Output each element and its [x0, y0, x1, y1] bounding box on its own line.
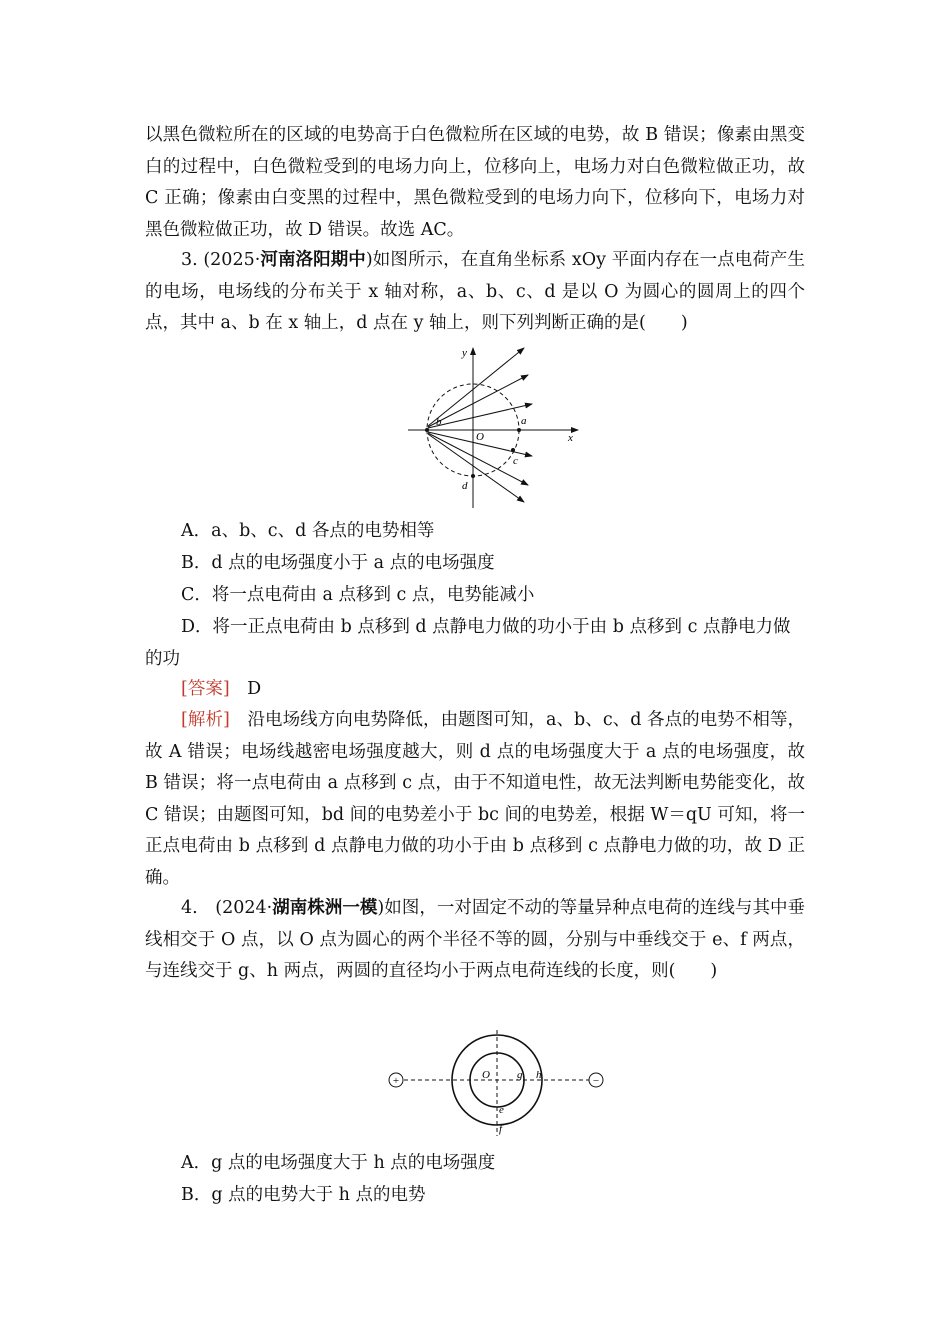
point-a: [517, 428, 521, 432]
label-f: f: [499, 1123, 503, 1135]
label-h: h: [536, 1069, 542, 1081]
x-axis-label: x: [568, 432, 573, 444]
question-4-option-b: B．g 点的电势大于 h 点的电势: [181, 1185, 426, 1205]
question-3-text: )如图所示，在直角坐标系 xOy 平面内存在一点电荷产生的电场，电场线的分布关于 x 轴对称，a、b、c、d 是以 O 为圆心的圆周上的四个点，其中 a、b 在 x 轴上，d 点在 y 轴上，则下列判断正确的是( ): [145, 250, 806, 333]
point-b: [425, 428, 429, 432]
question-3-stem: [145, 245, 805, 340]
question-3-answer: [181, 674, 805, 706]
question-4-number: 4. (2024·: [181, 898, 273, 918]
question-3-option-d: D．将一正点电荷由 b 点移到 d 点静电力做的功小于由 b 点移到 c 点静电力做的功: [145, 617, 791, 669]
answer-tag: [答案]: [181, 679, 230, 699]
question-3-option-a: A．a、b、c、d 各点的电势相等: [181, 521, 435, 541]
question-4-stem: [145, 893, 805, 988]
label-d: d: [462, 480, 468, 492]
analysis-text: 沿电场线方向电势降低，由题图可知，a、b、c、d 各点的电势不相等，故 A 错误；电场线越密电场强度越大，则 d 点的电场强度大于 a 点的电场强度，故 B 错误；将一点电荷由 a 点移到 c 点，由于不知道电性，故无法判断电势能变化，故 C 错误；由题图可知，bd 间的电势差小于 bc 间的电势差，根据 W＝qU 可知，将一正点电荷由 b 点移到 d 点静电力做的功小于由 b 点移到 c 点静电力做的功，故 D 正确。: [145, 710, 806, 888]
negative-charge-label: −: [592, 1075, 600, 1087]
label-b: b: [436, 416, 442, 428]
y-axis-label: y: [462, 347, 467, 359]
origin-label: O: [476, 431, 484, 443]
question-3-option-b: B．d 点的电场强度小于 a 点的电场强度: [181, 553, 495, 573]
positive-charge-label: +: [392, 1075, 400, 1087]
label-O: O: [482, 1069, 490, 1081]
answer-value: D: [247, 679, 262, 699]
label-e: e: [499, 1104, 504, 1116]
label-a: a: [521, 415, 527, 427]
question-4-text: )如图，一对固定不动的等量异种点电荷的连线与其中垂线相交于 O 点，以 O 点为圆心的两个半径不等的圆，分别与中垂线交于 e、f 两点，与连线交于 g、h 两点，两圆的直径均小于两点电荷连线的长度，则( ): [145, 898, 806, 981]
label-g: g: [517, 1069, 523, 1081]
question-4-figure: [384, 1028, 614, 1143]
question-3-number: 3. (2025·: [181, 250, 261, 270]
question-3-source: 河南洛阳期中: [260, 250, 366, 270]
label-c: c: [513, 455, 518, 467]
question-3-option-c: C．将一点电荷由 a 点移到 c 点，电势能减小: [181, 585, 535, 605]
question-3-analysis: [145, 705, 805, 894]
field-lines: [428, 348, 532, 502]
previous-analysis-text: 以黑色微粒所在的区域的电势高于白色微粒所在区域的电势，故 B 错误；像素由黑变白的过程中，白色微粒受到的电场力向上，位移向上，电场力对白色微粒做正功，故 C 正确；像素由白变黑的过程中，黑色微粒受到的电场力向下，位移向下，电场力对黑色微粒做正功，故 D 错误。故选 AC。: [145, 125, 805, 240]
question-4-source: 湖南株洲一模: [272, 898, 378, 918]
question-4-option-a: A．g 点的电场强度大于 h 点的电场强度: [181, 1153, 496, 1173]
analysis-tag: [解析]: [181, 710, 230, 730]
question-3-figure: [400, 342, 590, 512]
point-c: [511, 448, 515, 452]
point-d: [471, 474, 475, 478]
